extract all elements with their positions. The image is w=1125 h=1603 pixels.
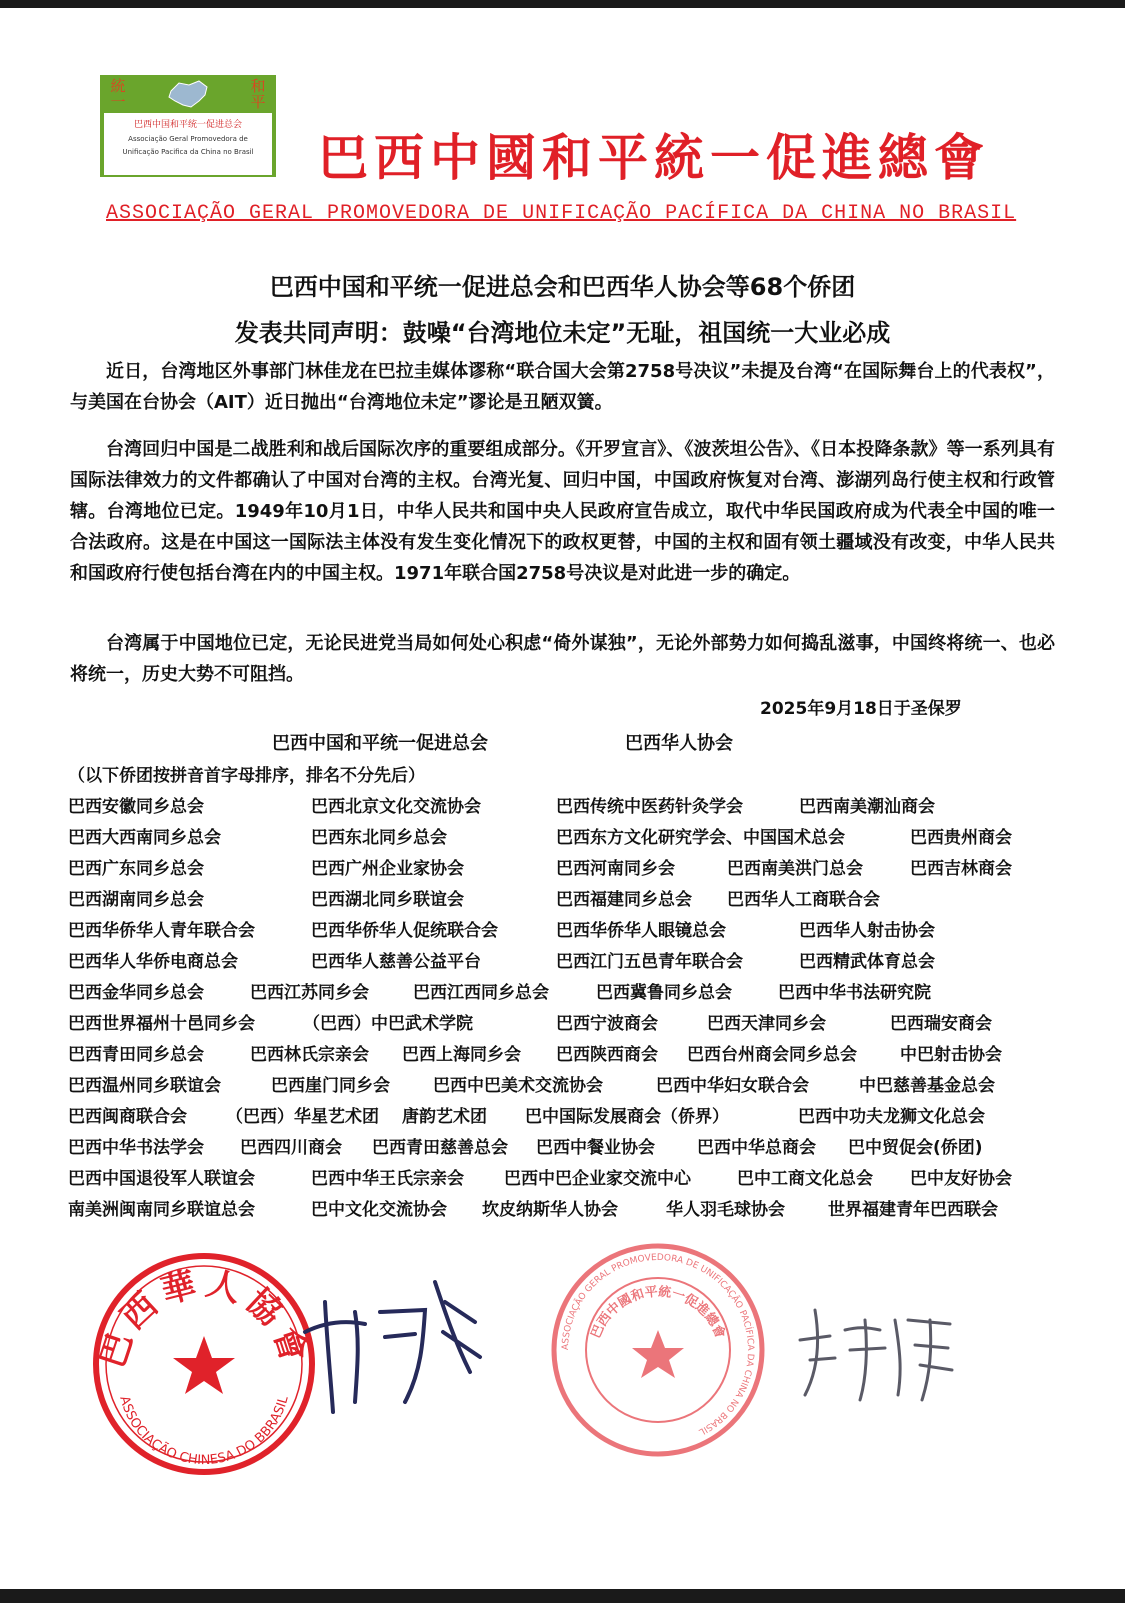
association-logo <box>100 75 276 177</box>
organization-name: 中巴慈善基金总会 <box>859 1076 995 1096</box>
logo-chars-left <box>100 78 136 110</box>
logo-char: 統 <box>110 77 126 95</box>
organization-name: 巴西瑞安商会 <box>890 1014 992 1034</box>
letterhead-subtitle: ASSOCIAÇÃO GERAL PROMOVEDORA DE UNIFICAÇÃO PACÍFICA DA CHINA NO BRASIL <box>106 202 1017 225</box>
letterhead-title: 巴西中國和平統一促進總會 <box>318 128 990 187</box>
organization-name: 巴西中华书法研究院 <box>778 983 931 1003</box>
organization-name: （巴西）华星艺术团 <box>226 1107 379 1127</box>
organization-row <box>68 1197 1058 1228</box>
statement-paragraph: 近日，台湾地区外事部门林佳龙在巴拉圭媒体谬称“联合国大会第2758号决议”未提及台湾“在国际舞台上的代表权”，与美国在台协会（AIT）近日抛出“台湾地位未定”谬论是丑陋双簧。 <box>70 361 1055 413</box>
organization-name: 巴西陕西商会 <box>556 1045 658 1065</box>
organization-name: 巴西江西同乡总会 <box>413 983 549 1003</box>
logo-portuguese-line-2: Unificação Pacifica da China no Brasil <box>122 148 254 156</box>
organization-name: 巴西安徽同乡总会 <box>68 797 204 817</box>
organization-name: 巴西青田同乡总会 <box>68 1045 204 1065</box>
organization-name: 巴中贸促会(侨团) <box>848 1138 983 1158</box>
organization-name: 巴西上海同乡会 <box>402 1045 521 1065</box>
organization-row <box>68 825 1058 856</box>
organization-name: 巴西华人华侨电商总会 <box>68 952 238 972</box>
organization-row <box>68 856 1058 887</box>
svg-text:巴西華人協會: 巴西華人協會 <box>92 1263 316 1373</box>
organization-name: 巴西闽商联合会 <box>68 1107 187 1127</box>
logo-chars-right <box>240 78 276 110</box>
organization-name: 巴西河南同乡会 <box>556 859 675 879</box>
organization-name: 巴西林氏宗亲会 <box>250 1045 369 1065</box>
logo-portuguese-line-1: Associação Geral Promovedora de <box>128 135 248 143</box>
organization-name: 南美洲闽南同乡联谊总会 <box>68 1200 255 1220</box>
organization-list <box>68 794 1058 1228</box>
organization-name: 巴西宁波商会 <box>556 1014 658 1034</box>
organization-name: 巴西华侨华人眼镜总会 <box>556 921 726 941</box>
organization-name: 巴中工商文化总会 <box>737 1169 873 1189</box>
organization-name: 巴西贵州商会 <box>910 828 1012 848</box>
organization-name: 巴西湖北同乡联谊会 <box>311 890 464 910</box>
organization-name: 巴中友好协会 <box>910 1169 1012 1189</box>
svg-text:巴西中國和平統一促進總會: 巴西中國和平統一促進總會 <box>588 1284 728 1341</box>
organization-row <box>68 980 1058 1011</box>
statement-paragraph: 台湾属于中国地位已定，无论民进党当局如何处心积虑“倚外谋独”，无论外部势力如何捣乱滋事，中国终将统一、也必将统一，历史大势不可阻挡。 <box>70 633 1055 685</box>
organization-name: 巴西东方文化研究学会、中国国术总会 <box>556 828 845 848</box>
statement-heading-line-1: 巴西中国和平统一促进总会和巴西华人协会等68个侨团 <box>269 273 856 301</box>
organization-name: 巴西中餐业协会 <box>536 1138 655 1158</box>
organization-name: 巴西福建同乡总会 <box>556 890 692 910</box>
organization-name: 巴西崖门同乡会 <box>271 1076 390 1096</box>
organization-name: 巴西东北同乡总会 <box>311 828 447 848</box>
bottom-edge-bar <box>0 1589 1125 1603</box>
organization-name: 巴西中华书法学会 <box>68 1138 204 1158</box>
organization-row <box>68 794 1058 825</box>
organization-name: 巴中国际发展商会（侨界） <box>525 1107 729 1127</box>
organization-row <box>68 1135 1058 1166</box>
logo-band <box>100 75 276 113</box>
organization-name: 巴西精武体育总会 <box>799 952 935 972</box>
organization-name: 巴中文化交流协会 <box>311 1200 447 1220</box>
organization-name: 巴西广东同乡总会 <box>68 859 204 879</box>
logo-chinese-name: 巴西中国和平统一促进总会 <box>133 120 242 130</box>
organization-name: 巴西江门五邑青年联合会 <box>556 952 743 972</box>
organization-name: 巴西四川商会 <box>240 1138 342 1158</box>
organization-name: 巴西世界福州十邑同乡会 <box>68 1014 255 1034</box>
logo-char: 平 <box>250 93 266 111</box>
organization-row <box>68 1166 1058 1197</box>
organization-name: 巴西华侨华人促统联合会 <box>311 921 498 941</box>
svg-text:ASSOCIAÇÃO GERAL PROMOVEDORA D: ASSOCIAÇÃO GERAL PROMOVEDORA DE UNIFICAÇÃO PACÍFICA DA CHINA NO BRASIL <box>560 1252 756 1437</box>
star-icon <box>632 1330 684 1378</box>
organization-name: 巴西南美潮汕商会 <box>799 797 935 817</box>
organization-name: 巴西华侨华人青年联合会 <box>68 921 255 941</box>
statement-paragraph: 台湾回归中国是二战胜利和战后国际次序的重要组成部分。《开罗宣言》、《波茨坦公告》、《日本投降条款》等一系列具有国际法律效力的文件都确认了中国对台湾的主权。台湾光复、回归中国，中国政府恢复对台湾、澎湖列岛行使主权和行政管辖。台湾地位已定。1949年10月1日，中华人民共和国中央人民政府宣告成立，取代中华民国政府成为代表全中国的唯一合法政府。这是在中国这一国际法主体没有发生变化情况下的政权更替，中国的主权和固有领土疆域没有改变，中华人民共和国政府行使包括台湾在内的中国主权。1971年联合国2758号决议是对此进一步的确定。 <box>70 439 1055 584</box>
organization-name: 巴西中华王氏宗亲会 <box>311 1169 464 1189</box>
organization-name: 巴西中华总商会 <box>697 1138 816 1158</box>
organization-name: 巴西温州同乡联谊会 <box>68 1076 221 1096</box>
organization-name: 坎皮纳斯华人协会 <box>482 1200 618 1220</box>
signature-right <box>790 1290 960 1410</box>
organization-name: 巴西北京文化交流协会 <box>311 797 481 817</box>
organization-name: 华人羽毛球协会 <box>666 1200 785 1220</box>
organization-name: 巴西天津同乡会 <box>707 1014 826 1034</box>
unification-association-seal <box>548 1240 768 1460</box>
china-map-icon <box>165 77 211 111</box>
statement-heading-line-2: 发表共同声明：鼓噪“台湾地位未定”无耻，祖国统一大业必成 <box>234 319 891 347</box>
organization-name: 巴西华人工商联合会 <box>727 890 880 910</box>
organization-name: 巴西传统中医药针灸学会 <box>556 797 743 817</box>
organization-row <box>68 949 1058 980</box>
organization-name: 巴西吉林商会 <box>910 859 1012 879</box>
organization-name: 巴西华人慈善公益平台 <box>311 952 481 972</box>
organization-name: 巴西江苏同乡会 <box>250 983 369 1003</box>
signer-association-2: 巴西华人协会 <box>625 733 733 754</box>
organization-name: 巴西青田慈善总会 <box>372 1138 508 1158</box>
organization-name: 巴西南美洪门总会 <box>727 859 863 879</box>
svg-text:ASSOCIAÇÃO CHINESA DO BBRASIL: ASSOCIAÇÃO CHINESA DO BBRASIL <box>116 1394 292 1469</box>
organization-row <box>68 1104 1058 1135</box>
top-edge-bar <box>0 0 1125 8</box>
organization-name: 巴西中巴企业家交流中心 <box>504 1169 691 1189</box>
organization-name: 巴西大西南同乡总会 <box>68 828 221 848</box>
signature-left <box>285 1262 485 1422</box>
date-place: 2025年9月18日于圣保罗 <box>760 699 962 719</box>
ordering-note: （以下侨团按拼音首字母排序，排名不分先后） <box>68 766 425 786</box>
organization-name: 巴西中功夫龙狮文化总会 <box>798 1107 985 1127</box>
organization-name: 巴西中华妇女联合会 <box>656 1076 809 1096</box>
organization-name: 中巴射击协会 <box>900 1045 1002 1065</box>
organization-row <box>68 887 1058 918</box>
organization-name: 巴西台州商会同乡总会 <box>687 1045 857 1065</box>
organization-name: （巴西）中巴武术学院 <box>303 1014 473 1034</box>
organization-name: 巴西金华同乡总会 <box>68 983 204 1003</box>
star-icon <box>173 1336 235 1394</box>
organization-name: 巴西中巴美术交流协会 <box>433 1076 603 1096</box>
organization-name: 巴西华人射击协会 <box>799 921 935 941</box>
logo-char: 和 <box>250 77 266 95</box>
organization-row <box>68 1042 1058 1073</box>
organization-name: 巴西广州企业家协会 <box>311 859 464 879</box>
organization-name: 巴西冀鲁同乡总会 <box>596 983 732 1003</box>
organization-row <box>68 1011 1058 1042</box>
logo-text-panel <box>104 113 272 175</box>
organization-row <box>68 918 1058 949</box>
organization-name: 巴西中国退役军人联谊会 <box>68 1169 255 1189</box>
logo-char: 一 <box>110 93 126 111</box>
organization-name: 巴西湖南同乡总会 <box>68 890 204 910</box>
organization-name: 唐韵艺术团 <box>402 1107 487 1127</box>
signer-association-1: 巴西中国和平统一促进总会 <box>272 733 488 754</box>
organization-row <box>68 1073 1058 1104</box>
organization-name: 世界福建青年巴西联会 <box>828 1200 998 1220</box>
